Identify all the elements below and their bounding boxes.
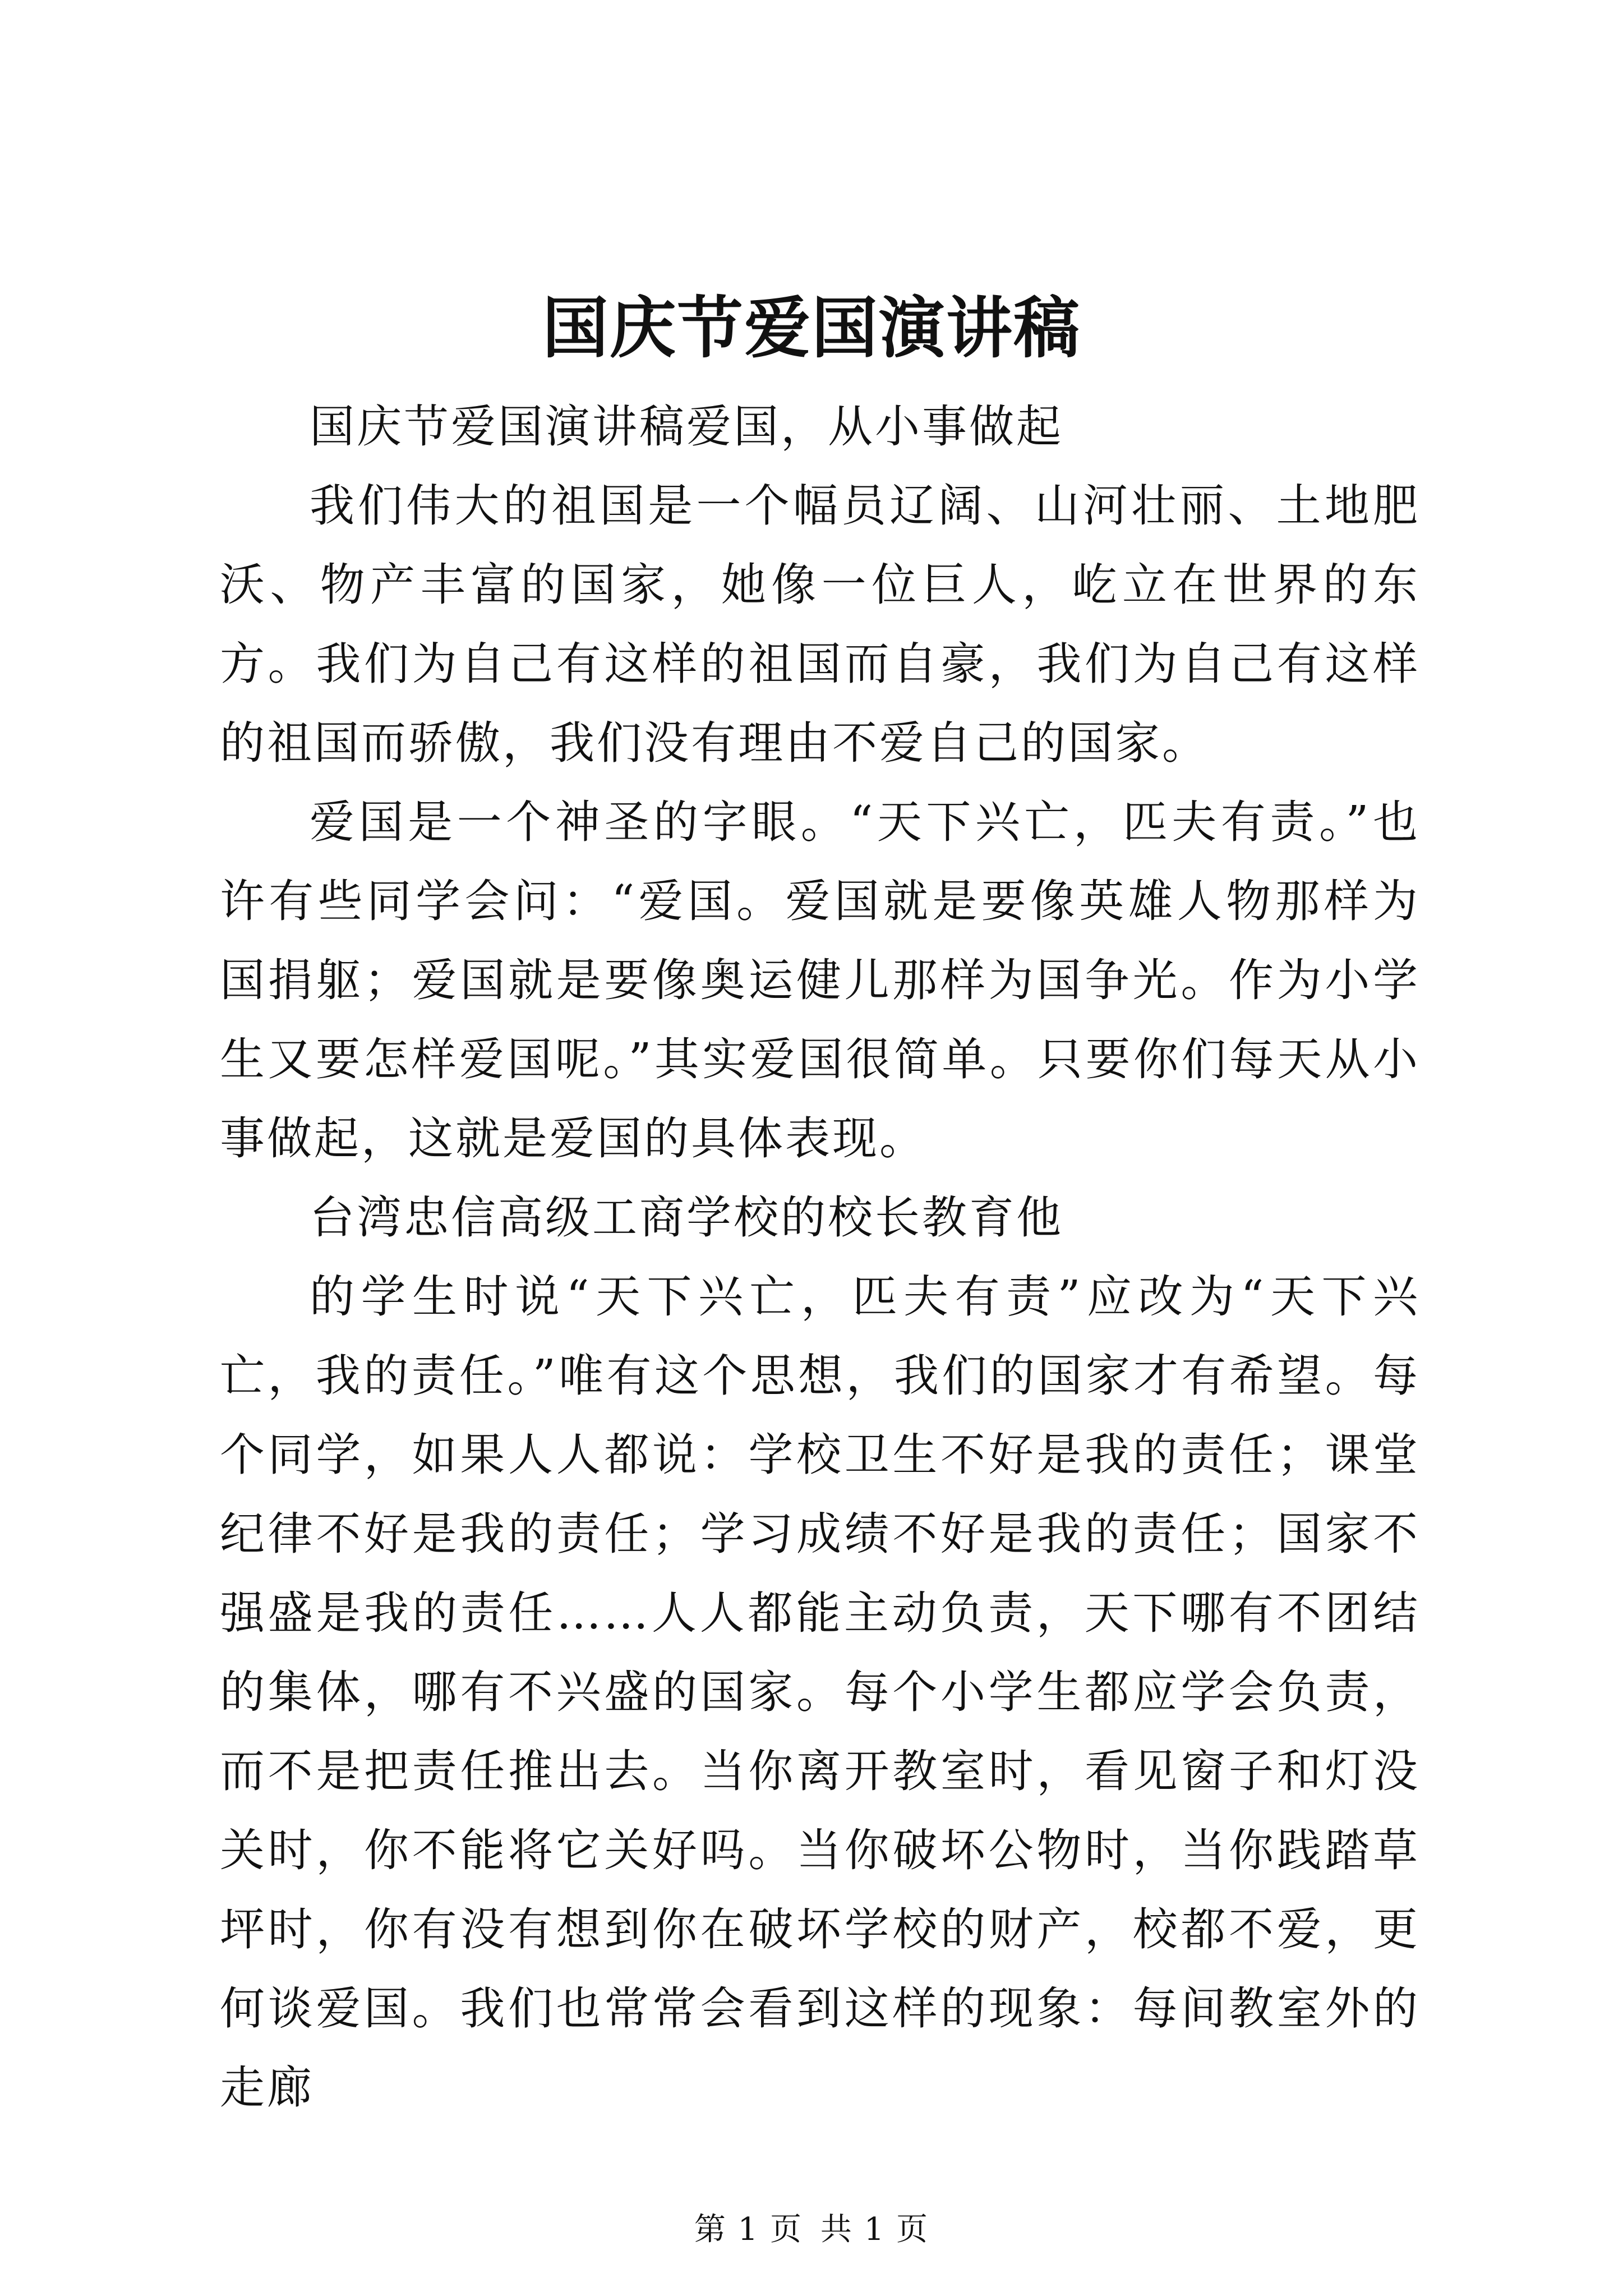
page-footer [0,2207,1623,2252]
document-body [220,387,1420,2127]
paragraph: 的学生时说“天下兴亡，匹夫有责”应改为“天下兴亡，我的责任。”唯有这个思想，我们的国家才有希望。每个同学，如果人人都说：学校卫生不好是我的责任；课堂纪律不好是我的责任；学习成绩不好是我的责任；国家不强盛是我的责任……人人都能主动负责，天下哪有不团结的集体，哪有不兴盛的国家。每个小学生都应学会负责，而不是把责任推出去。当你离开教室时，看见窗子和灯没关时，你不能将它关好吗。当你破坏公物时，当你践踏草坪时，你有没有想到你在破坏学校的财产，校都不爱，更何谈爱国。我们也常常会看到这样的现象：每间教室外的走廊 [220,1271,1420,2114]
paragraph: 我们伟大的祖国是一个幅员辽阔、山河壮丽、土地肥沃、物产丰富的国家，她像一位巨人，屹立在世界的东方。我们为自己有这样的祖国而自豪，我们为自己有这样的祖国而骄傲，我们没有理由不爱自己的国家。 [220,480,1420,769]
paragraph-subtitle: 国庆节爱国演讲稿爱国，从小事做起 [310,401,1063,453]
paragraph: 爱国是一个神圣的字眼。“天下兴亡，匹夫有责。”也许有些同学会问：“爱国。爱国就是要像英雄人物那样为国捐躯；爱国就是要像奥运健儿那样为国争光。作为小学生又要怎样爱国呢。”其实爱国很简单。只要你们每天从小事做起，这就是爱国的具体表现。 [220,796,1420,1165]
page-number: 第 1 页 [694,2211,803,2248]
document-title: 国庆节爱国演讲稿 [542,289,1081,367]
paragraph: 台湾忠信高级工商学校的校长教育他 [310,1191,1063,1244]
page-total: 共 1 页 [820,2211,929,2248]
